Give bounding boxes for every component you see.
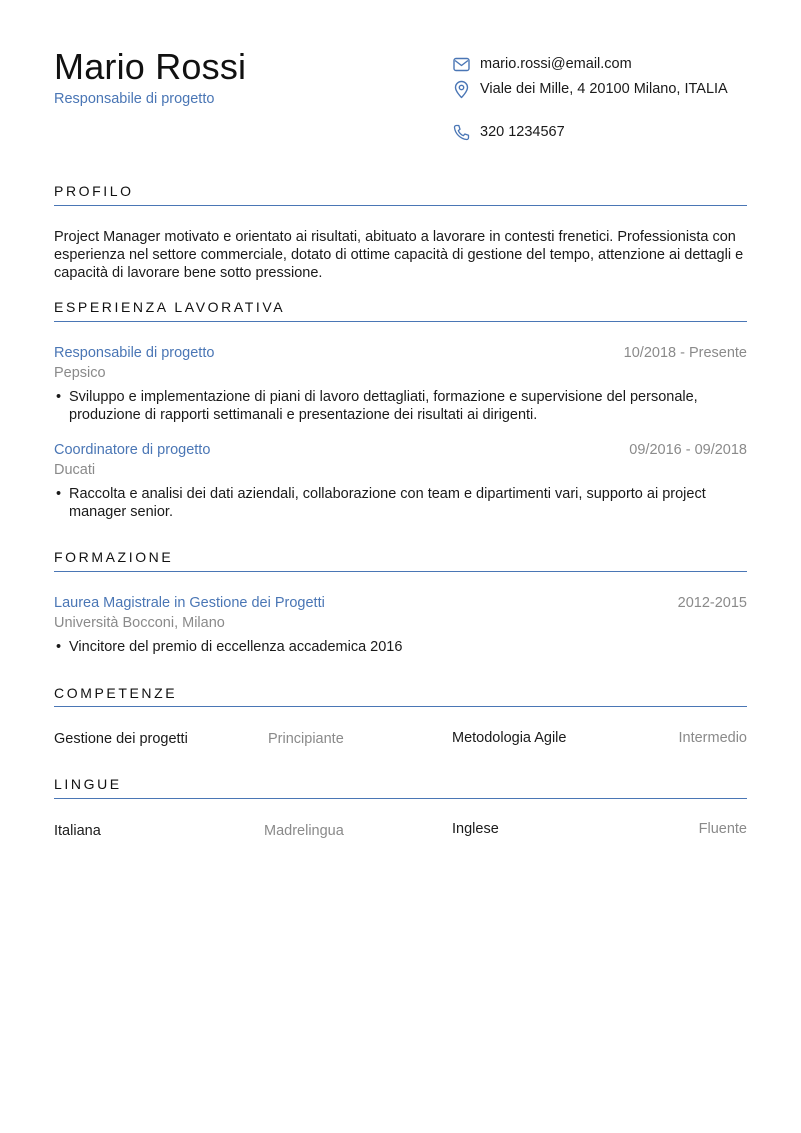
education-divider [54, 571, 747, 572]
job-dates: 09/2016 - 09/2018 [629, 442, 747, 458]
skill-name: Gestione dei progetti [54, 731, 188, 747]
degree-bullet-text: Vincitore del premio di eccellenza accademica 2016 [69, 639, 403, 655]
language-level: Madrelingua [264, 823, 344, 839]
profile-heading: PROFILO [54, 183, 134, 199]
contact-address [452, 80, 752, 118]
contact-email [452, 55, 752, 75]
languages-heading: LINGUE [54, 776, 122, 792]
job-bullet [54, 388, 759, 424]
skill-level: Principiante [268, 731, 344, 747]
job-title: Coordinatore di progetto [54, 442, 211, 458]
address-text: Viale dei Mille, 4 20100 Milano, ITALIA [480, 81, 728, 97]
phone-icon [452, 123, 471, 142]
job-bullet [54, 485, 759, 521]
email-text[interactable]: mario.rossi@email.com [480, 56, 632, 72]
experience-heading: ESPERIENZA LAVORATIVA [54, 299, 286, 315]
degree-bullet [54, 638, 759, 656]
skill-level: Intermedio [678, 730, 747, 746]
job-bullet-text: Sviluppo e implementazione di piani di lavoro dettagliati, formazione e supervisione del personale, produzione di rapporti settimanali e presentazione dei risultati ai dirigenti. [69, 389, 698, 423]
bullet-dot: • [56, 639, 62, 655]
job-company: Pepsico [54, 365, 106, 381]
contact-phone [452, 123, 752, 143]
degree-title: Laurea Magistrale in Gestione dei Progetti [54, 595, 325, 611]
candidate-role: Responsabile di progetto [54, 91, 215, 107]
job-bullet-text: Raccolta e analisi dei dati aziendali, collaborazione con team e dipartimenti vari, supporto ai project manager senior. [69, 486, 706, 520]
skill-name: Metodologia Agile [452, 730, 567, 746]
experience-divider [54, 321, 747, 322]
language-level: Fluente [698, 821, 747, 837]
education-heading: FORMAZIONE [54, 549, 174, 565]
skills-heading: COMPETENZE [54, 685, 178, 701]
profile-divider [54, 205, 747, 206]
job-title: Responsabile di progetto [54, 345, 215, 361]
phone-text[interactable]: 320 1234567 [480, 124, 565, 140]
skills-divider [54, 706, 747, 707]
languages-divider [54, 798, 747, 799]
candidate-name: Mario Rossi [54, 46, 247, 87]
degree-school: Università Bocconi, Milano [54, 615, 225, 631]
language-name: Italiana [54, 823, 101, 839]
bullet-dot: • [56, 486, 62, 502]
mail-icon [452, 55, 471, 74]
job-company: Ducati [54, 462, 96, 478]
job-dates: 10/2018 - Presente [623, 345, 747, 361]
bullet-dot: • [56, 389, 62, 405]
profile-text: Project Manager motivato e orientato ai risultati, abituato a lavorare in contesti frenetici. Professionista con esperienza nel settore commerciale, dotato di ottime capacità di gestione del tempo, attenzione ai dettagli e capacità di lavorare bene sotto pressione. [54, 229, 744, 281]
language-name: Inglese [452, 821, 499, 837]
location-pin-icon [452, 80, 471, 99]
degree-dates: 2012-2015 [677, 595, 747, 611]
